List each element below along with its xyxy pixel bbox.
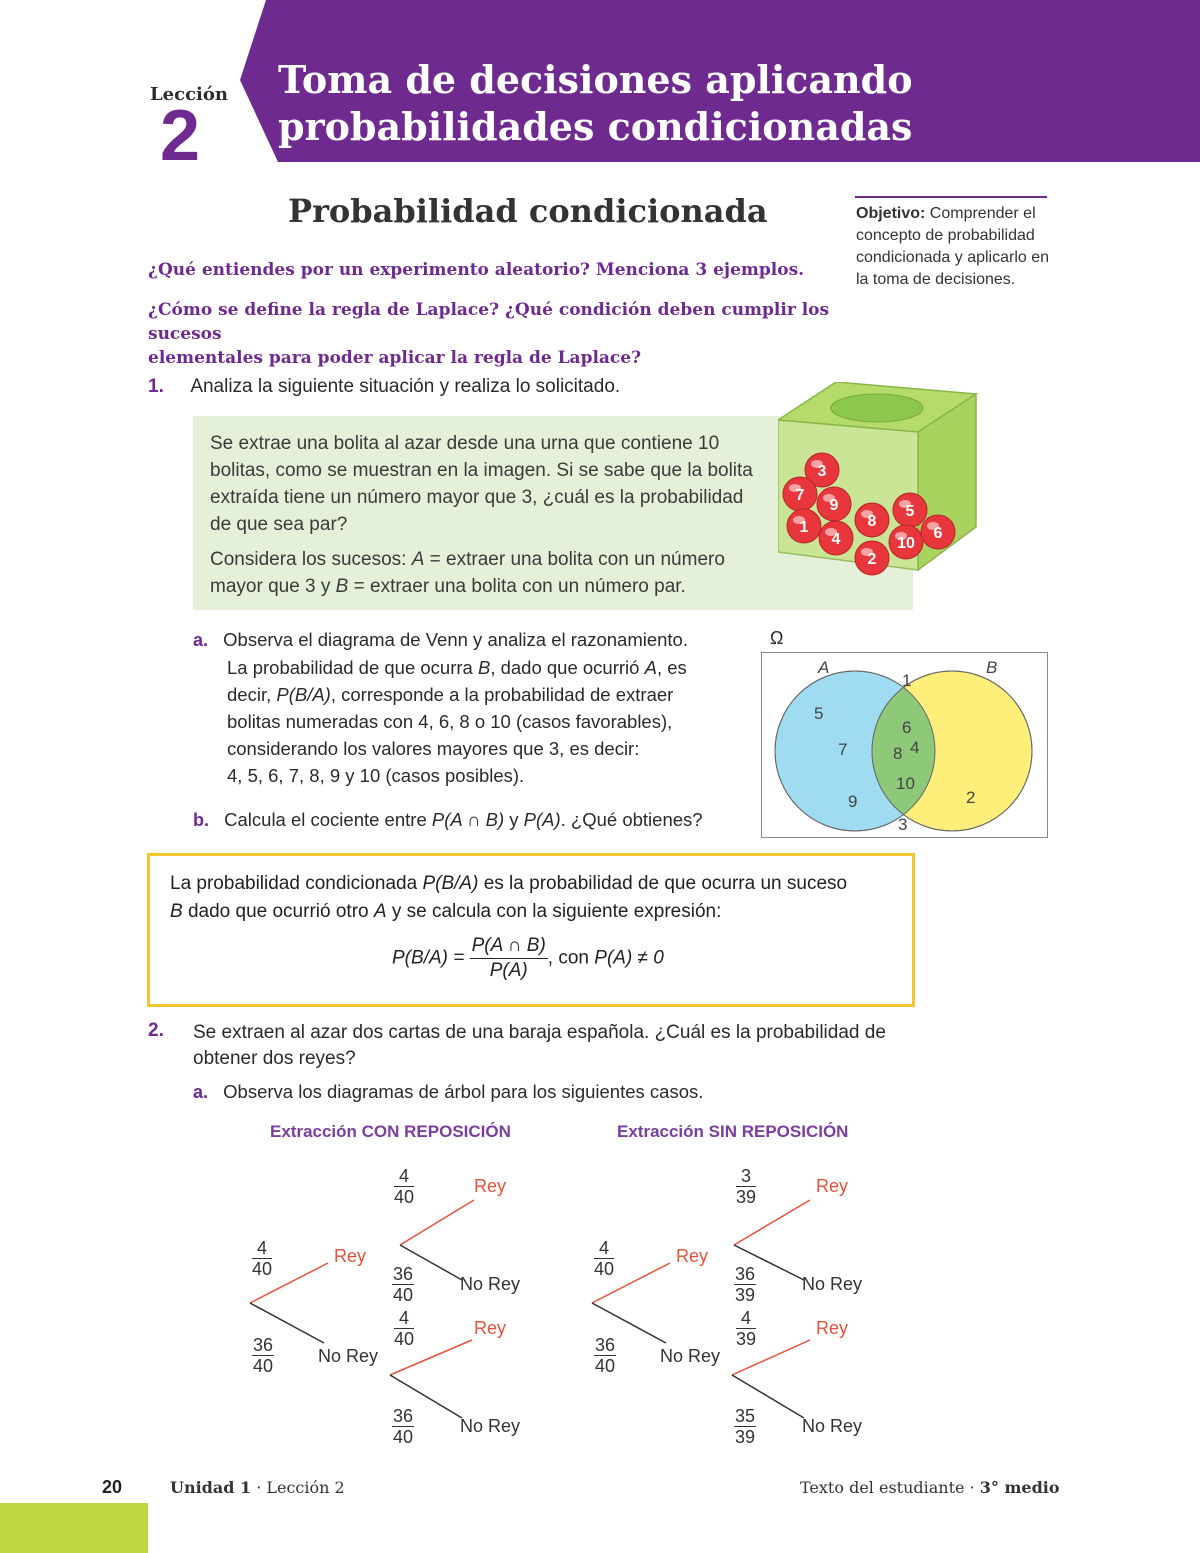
- footer-book-title: Texto del estudiante ·: [800, 1478, 980, 1497]
- tree1-rey-rey-prob: [394, 1166, 414, 1207]
- definition-line1: [170, 870, 900, 898]
- venn-outside-item: 1: [902, 671, 912, 690]
- exercise-2-prompt-l1: Se extraen al azar dos cartas de una baraja española. ¿Cuál es la probabilidad de: [193, 1022, 886, 1043]
- exercise-1-number: 1.: [148, 376, 164, 397]
- tree1-first-norey-prob: [252, 1335, 274, 1376]
- tree2-norey-norey-prob: [734, 1406, 756, 1447]
- event-a-symbol: A: [411, 549, 425, 570]
- frac-num: 4: [594, 1238, 614, 1259]
- a-l1b: B: [477, 657, 491, 678]
- exercise-1a-line2: [227, 681, 688, 708]
- def-l1a: La probabilidad condicionada: [170, 873, 423, 894]
- tree1-label-rey: Rey: [334, 1246, 367, 1266]
- urn-ball-number: 3: [817, 463, 827, 480]
- frac-den: 39: [736, 1187, 757, 1207]
- def-l2a: B: [170, 901, 183, 922]
- urn-ball-number: 2: [867, 551, 877, 568]
- venn-omega: Ω: [770, 628, 784, 648]
- urn-ball-number: 8: [867, 513, 877, 530]
- definition-text: [170, 870, 900, 926]
- tree-title-without-replacement: Extracción SIN REPOSICIÓN: [617, 1122, 849, 1141]
- tree1-norey-norey-prob: [392, 1406, 414, 1447]
- exercise-1-prompt: Analiza la siguiente situación y realiza lo solicitado.: [190, 376, 621, 397]
- urn-opening: [831, 394, 923, 422]
- event-b-symbol: B: [335, 576, 349, 597]
- b-a: Calcula el cociente entre: [224, 809, 432, 830]
- exercise-2a: [193, 1078, 703, 1106]
- a-l2b: P(B/A): [276, 684, 331, 705]
- b-b: P(A ∩ B): [431, 809, 505, 830]
- a-l1a: La probabilidad de que ocurra: [227, 657, 478, 678]
- tree2-norey-rey-prob: [736, 1308, 756, 1349]
- footer-color-bar: [0, 1503, 148, 1553]
- def-l2b: dado que ocurrió otro: [182, 901, 374, 922]
- frac-num: 36: [393, 1264, 414, 1284]
- tree2-label-norey-rey: Rey: [816, 1318, 849, 1338]
- tree1-label-rey-rey: Rey: [474, 1176, 507, 1196]
- frac-den: 40: [394, 1329, 415, 1349]
- venn-svg: [762, 653, 1047, 837]
- formula-fraction: [470, 934, 548, 983]
- venn-a-item: 7: [838, 740, 848, 759]
- page-number: 20: [102, 1477, 123, 1497]
- a-l1d: A: [644, 657, 657, 678]
- exercise-1b-label: b.: [193, 810, 209, 830]
- urn-ball-number: 6: [933, 525, 943, 542]
- warmup-question-2: [148, 298, 848, 370]
- def-l1b: P(B/A): [422, 873, 479, 894]
- tree1-norey-rey-prob: [394, 1308, 414, 1349]
- frac-num: 36: [735, 1264, 756, 1284]
- frac-num: 4: [394, 1308, 414, 1329]
- tree2-first-rey-prob: [594, 1238, 614, 1279]
- frac-den: 40: [394, 1187, 415, 1207]
- venn-label-b: B: [986, 658, 998, 677]
- lesson-title: [278, 56, 913, 150]
- frac-den: 40: [393, 1427, 414, 1447]
- exercise-1a-line5: 4, 5, 6, 7, 8, 9 y 10 (casos posibles).: [227, 765, 525, 786]
- tree2-rey-norey-prob: [734, 1264, 756, 1305]
- situation-text: Se extrae una bolita al azar desde una urna que contiene 10 bolitas, como se muestran en la imagen. Si se sabe que la bolita extraída tiene un número mayor que 3, ¿cuál es la probabilidad de que sea par?: [210, 433, 753, 535]
- exercise-2-heading: [148, 1020, 928, 1069]
- tree2-label-norey-norey: No Rey: [802, 1416, 863, 1436]
- objective-label: Objetivo:: [856, 205, 926, 222]
- tree-title-with-replacement: Extracción CON REPOSICIÓN: [270, 1122, 511, 1141]
- tree2-label-rey-norey: No Rey: [802, 1274, 863, 1294]
- lesson-title-line1: Toma de decisiones aplicando: [278, 57, 913, 102]
- frac-den: 39: [735, 1285, 756, 1305]
- venn-both-item: 4: [910, 738, 920, 757]
- frac-den: 40: [393, 1285, 414, 1305]
- urn-illustration: [778, 382, 978, 582]
- frac-num: 3: [736, 1166, 756, 1187]
- exercise-1a-line1: [227, 654, 688, 681]
- urn-ball-number: 5: [905, 503, 915, 520]
- formula-tail-b: P(A) ≠ 0: [594, 947, 664, 969]
- exercise-1a-line4: considerando los valores mayores que 3, es decir:: [227, 738, 640, 759]
- exercise-2-prompt-l2: obtener dos reyes?: [193, 1048, 356, 1069]
- frac-num: 4: [252, 1238, 272, 1259]
- a-l2c: , corresponde a la probabilidad de extraer: [330, 684, 674, 705]
- frac-den: 40: [252, 1259, 273, 1279]
- warmup-question-2-line1: ¿Cómo se define la regla de Laplace? ¿Qué condición deben cumplir los sucesos: [148, 300, 830, 344]
- lesson-title-line2: probabilidades condicionadas: [278, 104, 913, 149]
- footer-book: [800, 1478, 1060, 1497]
- exercise-1a-label: a.: [193, 630, 209, 650]
- b-e: . ¿Qué obtienes?: [560, 809, 703, 830]
- tree2-first-norey-prob: [594, 1335, 616, 1376]
- formula-lhs: P(B/A) =: [392, 947, 465, 969]
- exercise-1a-title: Observa el diagrama de Venn y analiza el razonamiento.: [223, 629, 688, 650]
- tree1-label-norey: No Rey: [318, 1346, 379, 1366]
- footer-unit: [170, 1478, 345, 1497]
- footer-unit-name: Unidad 1: [170, 1478, 252, 1497]
- tree2-label-norey: No Rey: [660, 1346, 721, 1366]
- frac-den: 39: [735, 1427, 756, 1447]
- definition-formula: [392, 934, 664, 983]
- a-l1e: , es: [656, 657, 687, 678]
- exercise-1b-text: [224, 809, 702, 830]
- b-d: P(A): [523, 809, 561, 830]
- objective-rule: [855, 196, 1047, 198]
- frac-den: 39: [736, 1329, 757, 1349]
- venn-both-item: 8: [893, 744, 903, 763]
- events-text-a: Considera los sucesos:: [210, 549, 412, 570]
- frac-num: 4: [736, 1308, 756, 1329]
- venn-b-item: 2: [966, 788, 976, 807]
- frac-num: 36: [253, 1335, 274, 1355]
- frac-den: 40: [253, 1356, 274, 1376]
- urn-ball-number: 7: [795, 487, 805, 504]
- urn-ball-number: 1: [799, 519, 809, 536]
- venn-a-item: 9: [848, 792, 858, 811]
- exercise-1-heading: [148, 376, 620, 398]
- formula-numerator: P(A ∩ B): [470, 934, 548, 959]
- def-l2d: y se calcula con la siguiente expresión:: [386, 901, 722, 922]
- tree1-first-rey-prob: [252, 1238, 272, 1279]
- objective-text: Comprender el concepto de probabilidad condicionada y aplicarlo en la toma de decisiones.: [856, 205, 1050, 288]
- venn-label-a: A: [818, 658, 830, 677]
- b-c: y: [504, 809, 524, 830]
- exercise-2-prompt: [193, 1020, 933, 1072]
- events-text-c: = extraer una bolita con un número par.: [348, 576, 686, 597]
- exercise-2a-label: a.: [193, 1082, 209, 1102]
- tree2-rey-rey-prob: [736, 1166, 756, 1207]
- lesson-label: Lección: [150, 84, 228, 105]
- lesson-number: 2: [160, 96, 201, 176]
- frac-num: 36: [595, 1335, 616, 1355]
- a-l1c: , dado que ocurrió: [490, 657, 645, 678]
- section-title: Probabilidad condicionada: [288, 192, 768, 230]
- tree1-label-norey-norey: No Rey: [460, 1416, 521, 1436]
- tree1-label-norey-rey: Rey: [474, 1318, 507, 1338]
- formula-tail-a: , con: [547, 947, 595, 969]
- footer-grade: 3° medio: [979, 1478, 1060, 1497]
- a-l2a: decir,: [227, 684, 277, 705]
- frac-den: 40: [594, 1259, 615, 1279]
- exercise-1a-line3: bolitas numeradas con 4, 6, 8 o 10 (casos favorables),: [227, 711, 673, 732]
- frac-num: 36: [393, 1406, 414, 1426]
- urn-ball-number: 9: [829, 497, 839, 514]
- frac-num: 4: [394, 1166, 414, 1187]
- tree1-rey-norey-prob: [392, 1264, 414, 1305]
- def-l2c: A: [373, 901, 387, 922]
- warmup-question-2-line2: elementales para poder aplicar la regla de Laplace?: [148, 348, 642, 368]
- tree2-label-rey-rey: Rey: [816, 1176, 849, 1196]
- frac-den: 40: [595, 1356, 616, 1376]
- frac-num: 35: [735, 1406, 756, 1426]
- exercise-1a: [193, 626, 688, 789]
- formula-denominator: P(A): [489, 960, 528, 981]
- exercise-1b: [193, 806, 703, 834]
- venn-outside-item: 3: [898, 815, 908, 834]
- venn-a-item: 5: [814, 704, 824, 723]
- events-text: [210, 546, 770, 600]
- footer-lesson: · Lección 2: [251, 1478, 345, 1497]
- objective: [856, 203, 1051, 291]
- exercise-2a-text: Observa los diagramas de árbol para los siguientes casos.: [223, 1081, 704, 1102]
- events-text-b: = extraer una bolita con un número mayor que 3 y: [210, 549, 725, 597]
- venn-both-item: 10: [896, 774, 915, 793]
- venn-both-item: 6: [902, 718, 912, 737]
- definition-line2: [170, 898, 900, 926]
- tree1-label-rey-norey: No Rey: [460, 1274, 521, 1294]
- warmup-question-1: ¿Qué entiendes por un experimento aleatorio? Menciona 3 ejemplos.: [148, 260, 805, 280]
- tree2-label-rey: Rey: [676, 1246, 709, 1266]
- venn-diagram: [761, 652, 1048, 838]
- urn-ball-number: 10: [897, 535, 915, 552]
- exercise-2-number: 2.: [148, 1020, 164, 1041]
- urn-ball-number: 4: [831, 531, 841, 548]
- def-l1c: es la probabilidad de que ocurra un suceso: [478, 873, 848, 894]
